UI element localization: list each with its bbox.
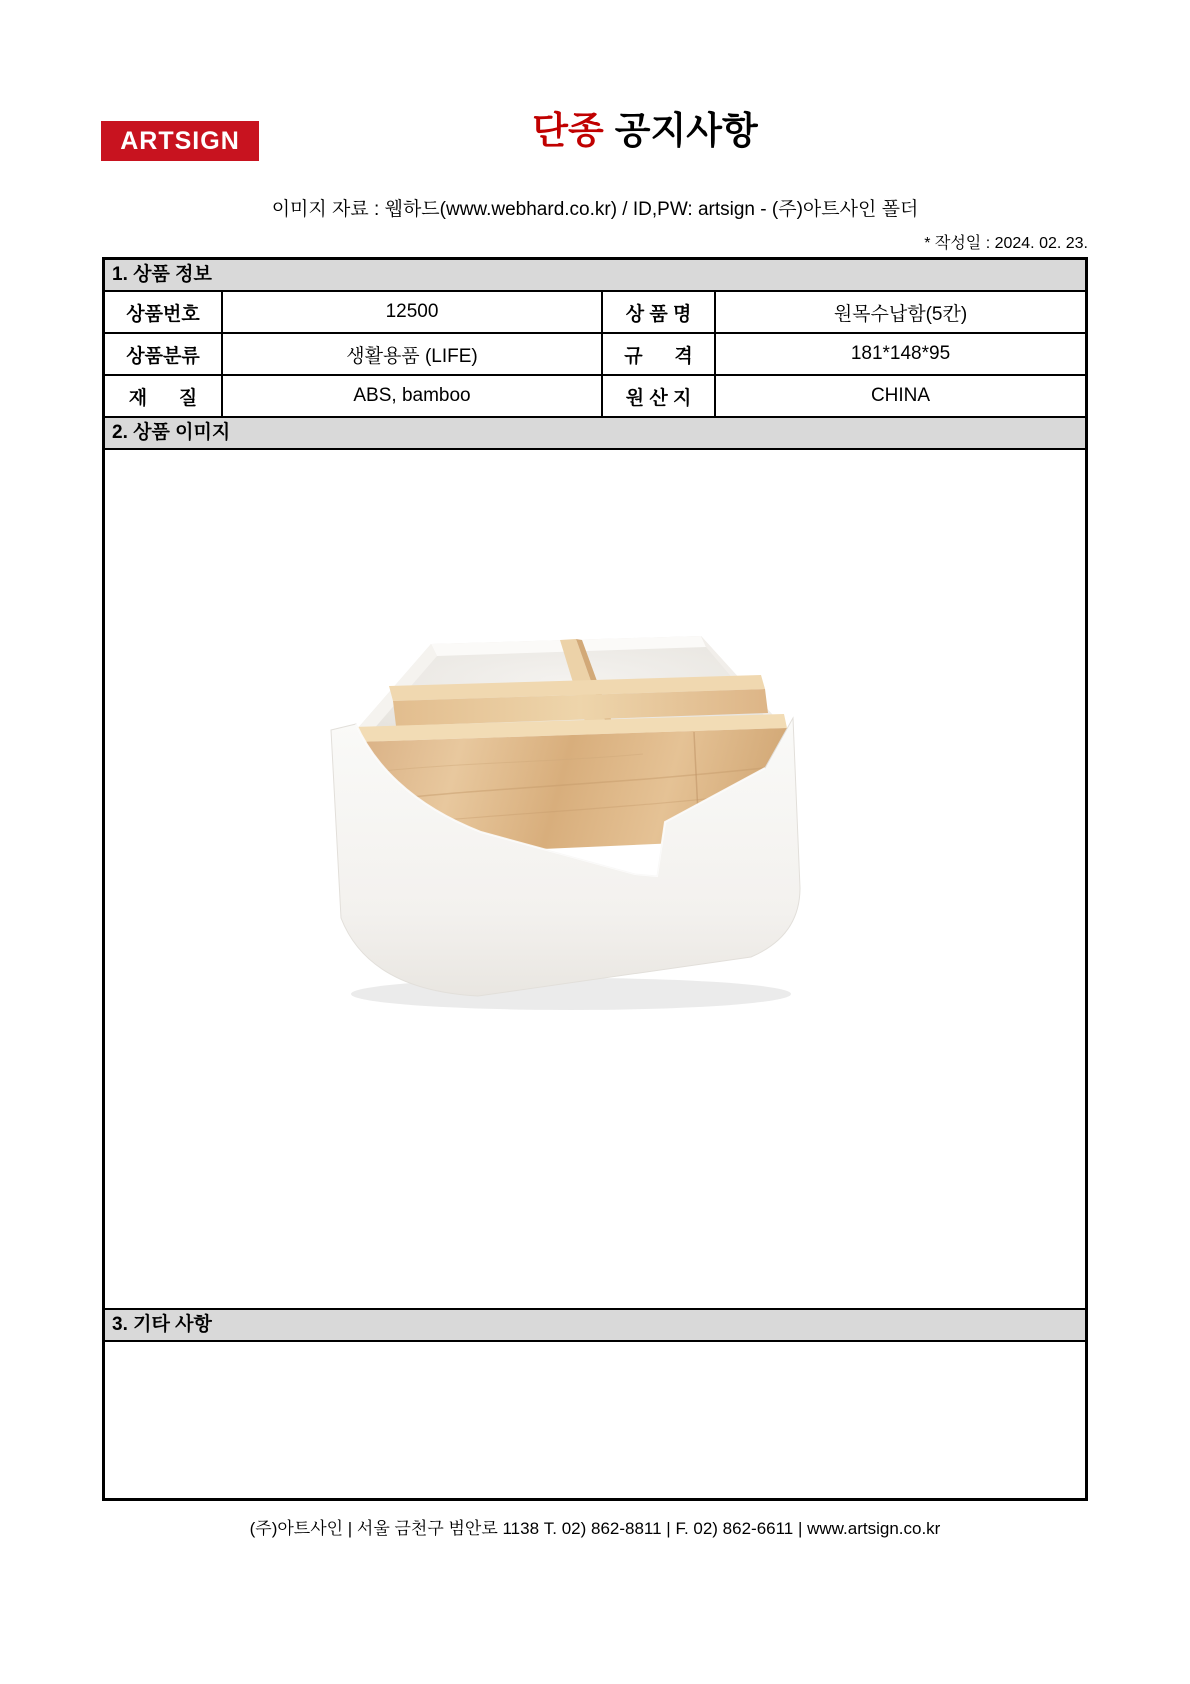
image-source-note: 이미지 자료 : 웹하드(www.webhard.co.kr) / ID,PW: artsign - (주)아트사인 폴더 — [271, 199, 919, 220]
product-image-box — [105, 450, 1085, 1310]
written-date: * 작성일 : 2024. 02. 23. — [924, 235, 1088, 252]
notice-table — [102, 257, 1088, 1501]
value-product-name: 원목수납함(5칸) — [833, 303, 968, 325]
value-material: ABS, bamboo — [223, 376, 603, 416]
page-title — [100, 106, 1190, 156]
section-header-product-info: 1. 상품 정보 — [105, 260, 1085, 292]
page-title-red: 단종 — [532, 110, 604, 151]
table-row — [105, 376, 1085, 418]
label-product-name: 상 품 명 — [603, 292, 716, 332]
section-header-product-image: 2. 상품 이미지 — [105, 418, 1085, 450]
value-origin: CHINA — [870, 385, 931, 406]
company-footer: (주)아트사인 | 서울 금천구 범안로 1138 T. 02) 862-8811 | F. 02) 862-6611 | www.artsign.co.kr — [249, 1519, 941, 1538]
table-row — [105, 292, 1085, 334]
page-title-black: 공지사항 — [614, 110, 758, 151]
label-material: 재 질 — [105, 376, 223, 416]
product-photo — [303, 566, 843, 1026]
value-product-category: 생활용품 (LIFE) — [223, 334, 603, 374]
section-header-etc: 3. 기타 사항 — [105, 1310, 1085, 1342]
value-spec: 181*148*95 — [850, 343, 951, 364]
artsign-logo-text: ARTSIGN — [120, 126, 240, 155]
table-row — [105, 334, 1085, 376]
label-spec: 규 격 — [603, 334, 716, 374]
label-product-number: 상품번호 — [105, 292, 223, 332]
value-product-number: 12500 — [223, 292, 603, 332]
etc-empty-box — [105, 1342, 1085, 1498]
label-product-category: 상품분류 — [105, 334, 223, 374]
label-origin: 원 산 지 — [603, 376, 716, 416]
